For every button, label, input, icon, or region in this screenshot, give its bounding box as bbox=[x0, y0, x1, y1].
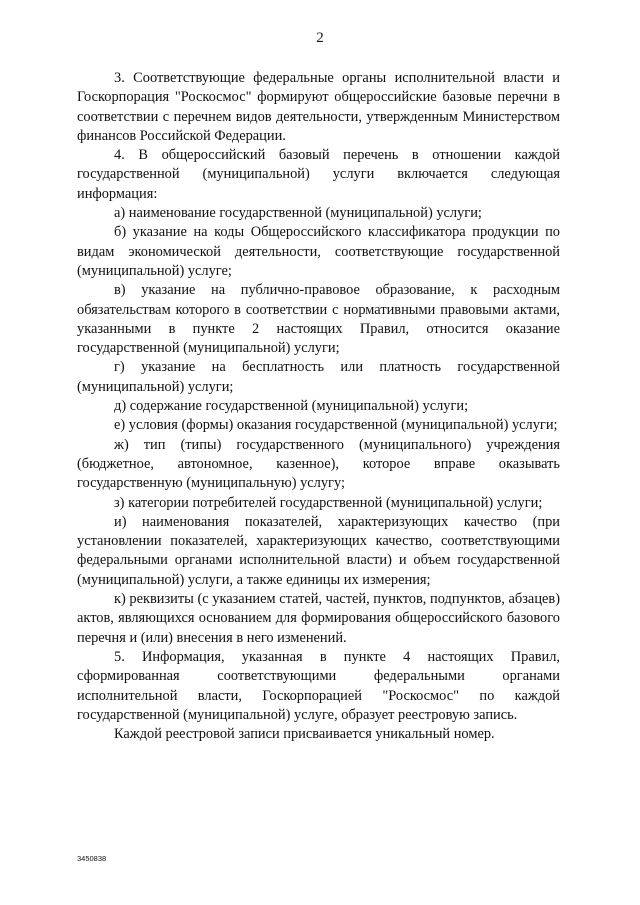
subitem-i: и) наименования показателей, характеризующих качество (при установлении показателей, характеризующих качество, соответствующими федеральными органами исполнительной власти) и объем государственной (муниципальной) услуги, а также единицы их измерения; bbox=[77, 513, 560, 588]
subitem-z: з) категории потребителей государственной (муниципальной) услуги; bbox=[114, 494, 543, 511]
page-number: 2 bbox=[316, 30, 324, 46]
subitem-a: а) наименование государственной (муниципальной) услуги; bbox=[114, 205, 482, 222]
subitem-g: г) указание на бесплатность или платность государственной (муниципальной) услуги; bbox=[77, 359, 560, 395]
paragraph-5: 5. Информация, указанная в пункте 4 настоящих Правил, сформированная соответствующими федеральными органами исполнительной власти, Госкорпорацией "Роскосмос" по каждой государственной (муниципальной) услуге, образует реестровую запись. bbox=[77, 648, 560, 723]
document-code: 3450838 bbox=[77, 854, 107, 863]
paragraph-4: 4. В общероссийский базовый перечень в отношении каждой государственной (муниципальной) услуги включается следующая информация: bbox=[77, 147, 560, 202]
paragraph-3: 3. Соответствующие федеральные органы исполнительной власти и Госкорпорация "Роскосмос" формируют общероссийские базовые перечни в соответствии с перечнем видов деятельности, утвержденным Министерством финансов Российской Федерации. bbox=[77, 70, 560, 144]
subitem-b: б) указание на коды Общероссийского классификатора продукции по видам экономической деятельности, соответствующие государственной (муниципальной) услуге; bbox=[77, 224, 560, 279]
subitem-v: в) указание на публично-правовое образование, к расходным обязательствам которого в соответствии с нормативными правовыми актами, указанными в пункте 2 настоящих Правил, относится оказание государственной (муниципальной) услуги; bbox=[77, 282, 560, 357]
subitem-k: к) реквизиты (с указанием статей, частей, пунктов, подпунктов, абзацев) актов, являющихся основанием для формирования общероссийского базового перечня и (или) внесения в него изменений. bbox=[77, 591, 560, 646]
subitem-d: д) содержание государственной (муниципальной) услуги; bbox=[114, 398, 469, 415]
paragraph-unique-number: Каждой реестровой записи присваивается уникальный номер. bbox=[114, 726, 495, 743]
subitem-e: е) условия (формы) оказания государственной (муниципальной) услуги; bbox=[114, 417, 558, 434]
subitem-zh: ж) тип (типы) государственного (муниципального) учреждения (бюджетное, автономное, казенное), которое вправе оказывать государственную (муниципальную) услугу; bbox=[77, 436, 560, 492]
document-body bbox=[77, 69, 560, 744]
